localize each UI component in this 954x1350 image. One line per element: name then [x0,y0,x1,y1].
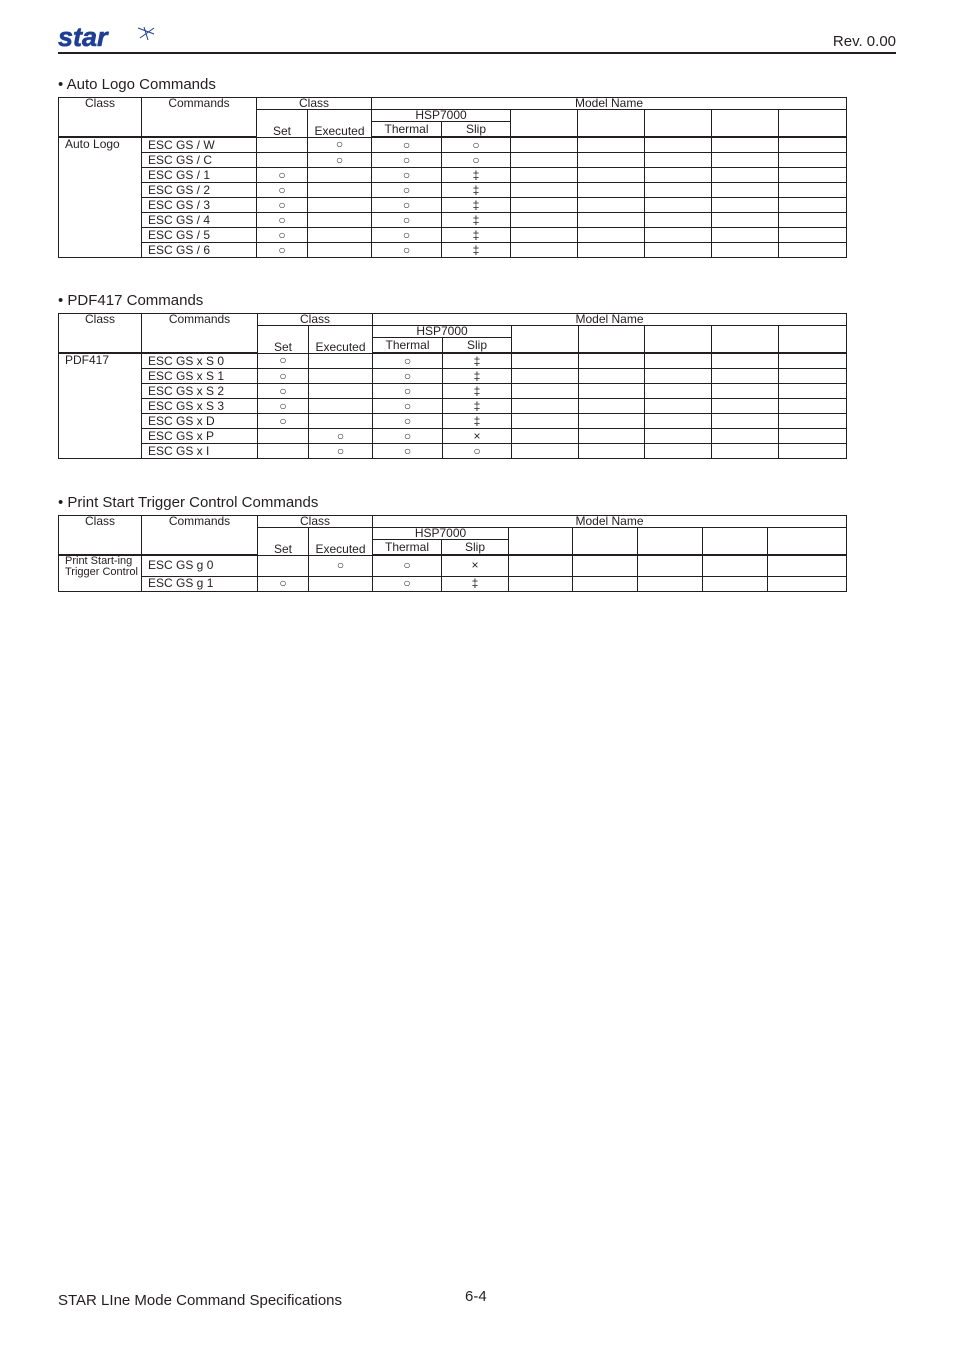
executed-cell [308,198,372,213]
command-cell: ESC GS / 5 [142,228,257,243]
thermal-cell: ○ [373,576,442,591]
table-row [59,198,847,213]
class-cell: PDF417 [59,353,142,459]
header-model: HSP7000 [372,110,511,122]
header-executed: Executed [309,326,373,354]
slip-cell: ‡ [443,399,512,414]
executed-cell: ○ [308,137,372,153]
set-cell: ○ [257,213,308,228]
table-header-row [59,540,847,556]
header-commands: Commands [142,314,258,326]
header-executed: Executed [308,110,372,138]
slip-cell: ○ [442,137,511,153]
thermal-cell: ○ [373,414,443,429]
header-set: Set [258,528,309,556]
command-cell: ESC GS x S 1 [142,369,258,384]
thermal-cell: ○ [373,384,443,399]
set-cell: ○ [258,369,309,384]
section-title-auto-logo: • Auto Logo Commands [58,76,216,93]
header-class-group: Class [258,516,373,528]
executed-cell [308,168,372,183]
table-header-row [59,110,847,122]
executed-cell [308,228,372,243]
star-logo [58,24,156,50]
table-row [59,369,847,384]
slip-cell: ‡ [443,353,512,369]
table-row [59,213,847,228]
header-slip: Slip [442,122,511,138]
thermal-cell: ○ [372,243,442,258]
thermal-cell: ○ [372,137,442,153]
table-row [59,555,847,576]
header-set: Set [257,110,308,138]
executed-cell [309,384,373,399]
slip-cell: ‡ [442,183,511,198]
thermal-cell: ○ [372,198,442,213]
header-model-name: Model Name [372,98,847,110]
thermal-cell: ○ [372,153,442,168]
table-row [59,399,847,414]
header-commands: Commands [142,98,257,110]
table-row [59,444,847,459]
header-class-group: Class [257,98,372,110]
set-cell [258,555,309,576]
header-set: Set [258,326,309,354]
print-start-trigger-table [58,515,847,592]
section-title-print-start-trigger: • Print Start Trigger Control Commands [58,494,319,511]
table-row [59,576,847,591]
table-header-row [59,528,847,540]
executed-cell: ○ [308,153,372,168]
slip-cell: ○ [443,444,512,459]
command-cell: ESC GS / 6 [142,243,257,258]
command-cell: ESC GS / W [142,137,257,153]
thermal-cell: ○ [372,183,442,198]
set-cell [257,137,308,153]
command-cell: ESC GS g 0 [142,555,258,576]
table-row [59,429,847,444]
table-row [59,183,847,198]
table-row [59,168,847,183]
set-cell: ○ [258,576,309,591]
table-row [59,243,847,258]
set-cell [258,429,309,444]
table-row [59,414,847,429]
header-model: HSP7000 [373,528,509,540]
pdf417-table [58,313,847,459]
command-cell: ESC GS / 2 [142,183,257,198]
header-executed: Executed [309,528,373,556]
set-cell: ○ [257,228,308,243]
header-commands: Commands [142,516,258,528]
slip-cell: ‡ [443,414,512,429]
set-cell [257,153,308,168]
set-cell: ○ [258,399,309,414]
header-rule [58,52,896,54]
command-cell: ESC GS x I [142,444,258,459]
slip-cell: ‡ [443,384,512,399]
command-cell: ESC GS / C [142,153,257,168]
executed-cell: ○ [309,444,373,459]
slip-cell: × [442,555,509,576]
class-cell: Print Start-ing Trigger Control [59,555,142,591]
header-class: Class [59,314,142,326]
set-cell: ○ [257,243,308,258]
set-cell [258,444,309,459]
set-cell: ○ [258,414,309,429]
table-header-row [59,326,847,338]
set-cell: ○ [257,198,308,213]
executed-cell: ○ [309,429,373,444]
slip-cell: ‡ [442,243,511,258]
slip-cell: ‡ [442,198,511,213]
slip-cell: ○ [442,153,511,168]
executed-cell [308,183,372,198]
table-row [59,137,847,153]
auto-logo-table [58,97,847,258]
slip-cell: × [443,429,512,444]
table-row [59,384,847,399]
set-cell: ○ [257,168,308,183]
command-cell: ESC GS x P [142,429,258,444]
table-row [59,353,847,369]
command-cell: ESC GS / 1 [142,168,257,183]
executed-cell [308,243,372,258]
command-cell: ESC GS g 1 [142,576,258,591]
header-model: HSP7000 [373,326,512,338]
slip-cell: ‡ [442,213,511,228]
command-cell: ESC GS x S 0 [142,353,258,369]
thermal-cell: ○ [372,213,442,228]
thermal-cell: ○ [372,228,442,243]
slip-cell: ‡ [442,576,509,591]
command-cell: ESC GS x S 2 [142,384,258,399]
header-thermal: Thermal [373,540,442,556]
executed-cell [309,369,373,384]
executed-cell [308,213,372,228]
footer-document-title: STAR LIne Mode Command Specifications [58,1292,343,1309]
header-thermal: Thermal [372,122,442,138]
header-slip: Slip [443,338,512,354]
thermal-cell: ○ [373,399,443,414]
slip-cell: ‡ [442,228,511,243]
header-model-name: Model Name [373,314,847,326]
footer-page-number: 6-4 [465,1288,487,1305]
header-class: Class [59,516,142,528]
command-cell: ESC GS / 3 [142,198,257,213]
slip-cell: ‡ [443,369,512,384]
header-class-group: Class [258,314,373,326]
command-cell: ESC GS x S 3 [142,399,258,414]
thermal-cell: ○ [373,555,442,576]
header-class: Class [59,98,142,110]
set-cell: ○ [258,384,309,399]
executed-cell: ○ [309,555,373,576]
table-header-row [59,122,847,138]
thermal-cell: ○ [373,369,443,384]
table-header-row [59,516,847,528]
thermal-cell: ○ [373,429,443,444]
command-cell: ESC GS x D [142,414,258,429]
set-cell: ○ [257,183,308,198]
table-header-row [59,98,847,110]
executed-cell [309,353,373,369]
table-row [59,228,847,243]
class-cell: Auto Logo [59,137,142,258]
table-row [59,153,847,168]
executed-cell [309,414,373,429]
executed-cell [309,576,373,591]
thermal-cell: ○ [373,444,443,459]
slip-cell: ‡ [442,168,511,183]
thermal-cell: ○ [373,353,443,369]
svg-text:star: star [58,24,108,50]
command-cell: ESC GS / 4 [142,213,257,228]
set-cell: ○ [258,353,309,369]
revision-label: Rev. 0.00 [832,33,896,50]
table-header-row [59,338,847,354]
table-header-row [59,314,847,326]
executed-cell [309,399,373,414]
header-slip: Slip [442,540,509,556]
thermal-cell: ○ [372,168,442,183]
header-thermal: Thermal [373,338,443,354]
header-model-name: Model Name [373,516,847,528]
section-title-pdf417: • PDF417 Commands [58,292,204,309]
